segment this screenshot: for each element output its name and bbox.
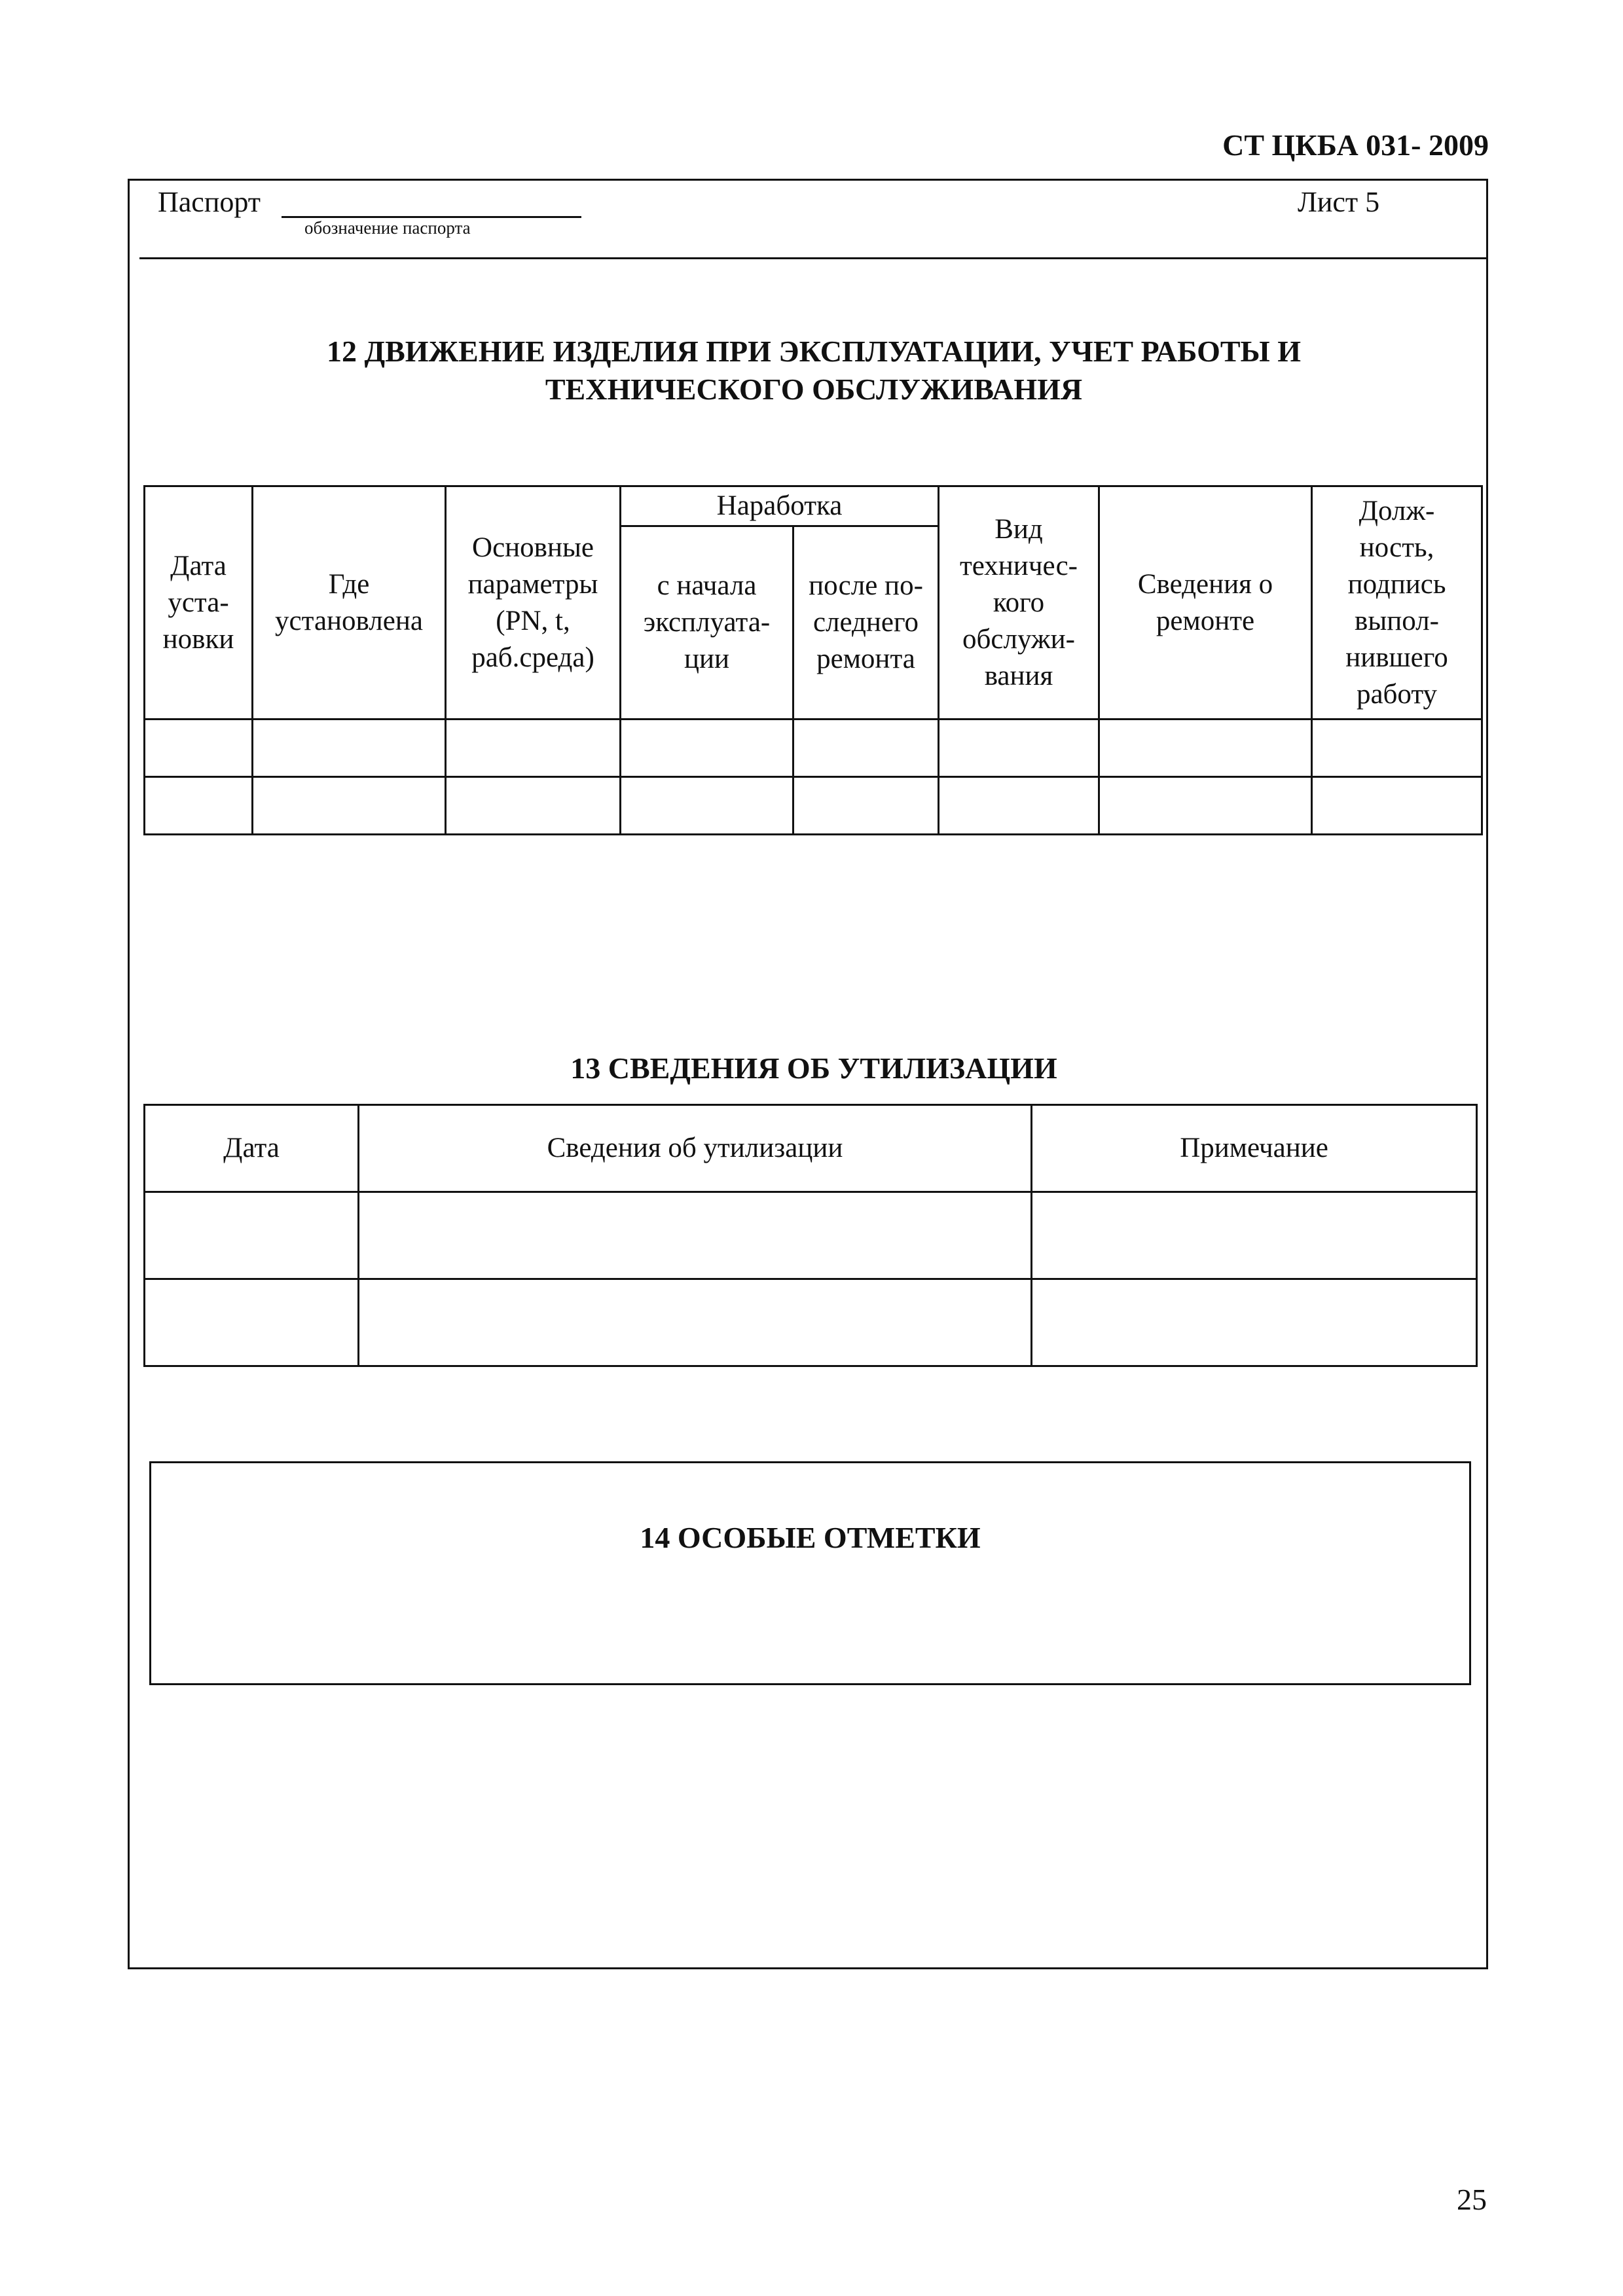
- col-runtime-since-repair: после по- следнего ремонта: [793, 526, 939, 720]
- passport-label: Паспорт: [158, 186, 261, 218]
- section-13-title: 13 СВЕДЕНИЯ ОБ УТИЛИЗАЦИИ: [570, 1051, 1057, 1085]
- table-cell[interactable]: [145, 1192, 359, 1279]
- col-signatory: Долж- ность, подпись выпол- нившего работу: [1312, 486, 1482, 720]
- table-cell[interactable]: [1099, 720, 1312, 777]
- table-cell[interactable]: [793, 720, 939, 777]
- col-disposal-info: Сведения об утилизации: [359, 1105, 1032, 1192]
- table-cell[interactable]: [359, 1192, 1032, 1279]
- sheet-number: Лист 5: [1298, 186, 1380, 218]
- document-standard-code: СТ ЦКБА 031- 2009: [1222, 128, 1489, 162]
- col-where-installed: Где установлена: [253, 486, 446, 720]
- col-repair-info: Сведения о ремонте: [1099, 486, 1312, 720]
- section-12-title-line-2: ТЕХНИЧЕСКОГО ОБСЛУЖИВАНИЯ: [545, 373, 1083, 406]
- table-cell[interactable]: [1032, 1192, 1477, 1279]
- table-cell[interactable]: [939, 720, 1099, 777]
- table-cell[interactable]: [359, 1279, 1032, 1366]
- passport-designation-caption: обозначение паспорта: [304, 218, 471, 238]
- table-cell[interactable]: [253, 720, 446, 777]
- table-cell[interactable]: [145, 1279, 359, 1366]
- table-row: [145, 777, 1482, 835]
- table-cell[interactable]: [145, 777, 253, 835]
- col-main-params: Основные параметры (PN, t, раб.среда): [446, 486, 621, 720]
- page-number: 25: [1457, 2183, 1487, 2216]
- table-row: [145, 1192, 1477, 1279]
- section-12-title-line-1: 12 ДВИЖЕНИЕ ИЗДЕЛИЯ ПРИ ЭКСПЛУАТАЦИИ, УЧЕТ РАБОТЫ И: [326, 335, 1302, 368]
- table-row: [145, 1279, 1477, 1366]
- col-runtime-group: Наработка: [621, 486, 939, 526]
- table-row: [145, 720, 1482, 777]
- header-divider: [139, 257, 1488, 259]
- table-cell[interactable]: [1312, 720, 1482, 777]
- table-cell[interactable]: [446, 777, 621, 835]
- col-maintenance-type: Вид техничес- кого обслужи- вания: [939, 486, 1099, 720]
- section-14-title: 14 ОСОБЫЕ ОТМЕТКИ: [640, 1521, 981, 1554]
- table-cell[interactable]: [621, 777, 793, 835]
- table-cell[interactable]: [1312, 777, 1482, 835]
- col-date: Дата: [145, 1105, 359, 1192]
- table-cell[interactable]: [939, 777, 1099, 835]
- table-cell[interactable]: [1099, 777, 1312, 835]
- table-cell[interactable]: [253, 777, 446, 835]
- table-cell[interactable]: [446, 720, 621, 777]
- special-notes-box[interactable]: [149, 1461, 1471, 1685]
- col-note: Примечание: [1032, 1105, 1477, 1192]
- table-cell[interactable]: [621, 720, 793, 777]
- table-cell[interactable]: [793, 777, 939, 835]
- col-install-date: Дата уста- новки: [145, 486, 253, 720]
- table-cell[interactable]: [145, 720, 253, 777]
- operation-log-table: [143, 485, 1483, 835]
- disposal-table: [143, 1104, 1478, 1367]
- table-cell[interactable]: [1032, 1279, 1477, 1366]
- section-12-title: [139, 333, 1488, 409]
- col-runtime-since-start: с начала эксплуата- ции: [621, 526, 793, 720]
